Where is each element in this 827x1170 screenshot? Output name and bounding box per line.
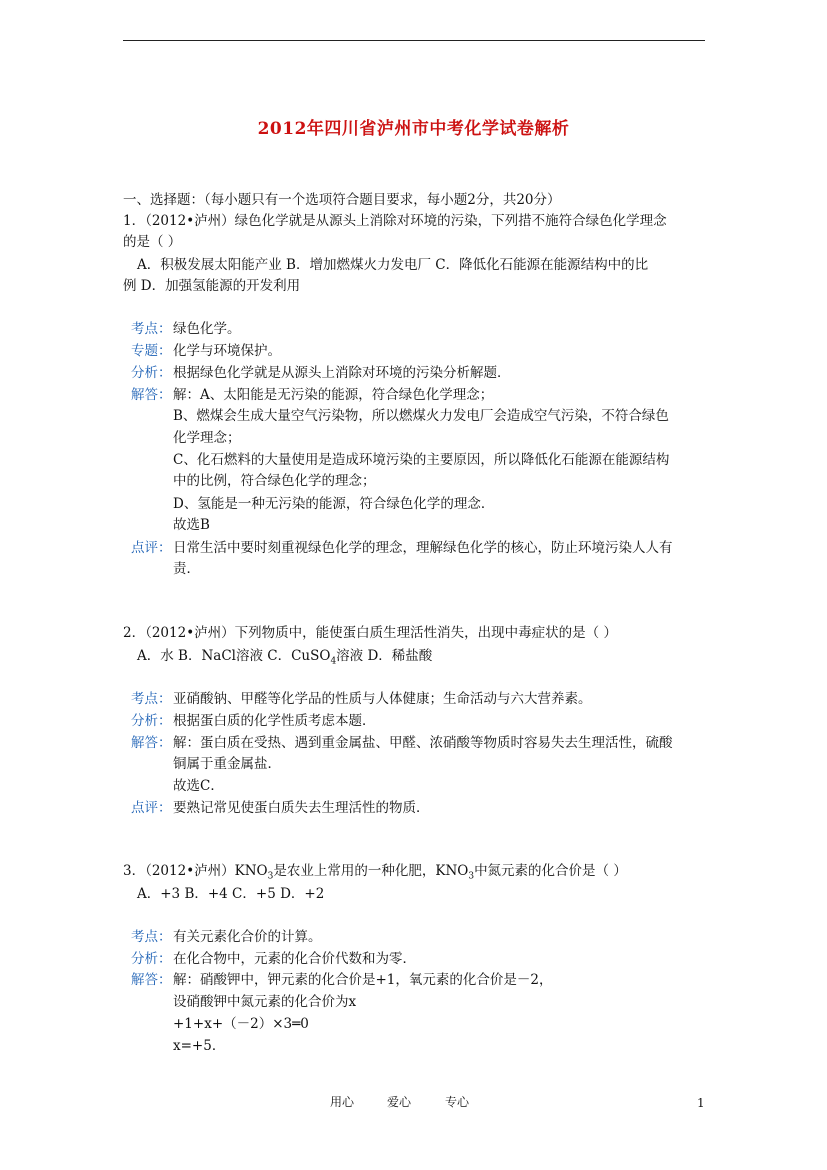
q2-dianping bbox=[131, 798, 430, 818]
q3-stem bbox=[123, 861, 627, 887]
q1-options-cont: 例 D．加强氢能源的开发利用 bbox=[123, 278, 301, 294]
q3-sub1: 3 bbox=[267, 871, 274, 882]
q1-stem: 1．（2012•泸州）绿色化学就是从源头上消除对环境的污染，下列措不施符合绿色化学理念 bbox=[123, 213, 667, 229]
label-jieda: 解答： bbox=[131, 735, 172, 751]
q3-stem-c: 中氮元素的化合价是（ ） bbox=[474, 863, 627, 879]
q2-fenxi bbox=[131, 711, 376, 731]
q3-kaodian-text: 有关元素化合价的计算。 bbox=[173, 929, 322, 945]
q1-kaodian-text: 绿色化学。 bbox=[173, 321, 241, 337]
q1-kaodian bbox=[131, 319, 241, 339]
q2-options-a: A．水 B．NaCl溶液 C．CuSO bbox=[137, 648, 331, 664]
label-fenxi: 分析： bbox=[131, 951, 172, 967]
label-kaodian: 考点： bbox=[131, 929, 172, 945]
q2-jieda-line: 解：蛋白质在受热、遇到重金属盐、甲醛、浓硝酸等物质时容易失去生理活性，硫酸 bbox=[173, 735, 673, 751]
label-dianping: 点评： bbox=[131, 540, 172, 556]
q2-options bbox=[137, 646, 432, 672]
q2-fenxi-text: 根据蛋白质的化学性质考虑本题． bbox=[173, 713, 376, 729]
q3-jieda-line: x=+5． bbox=[173, 1038, 226, 1054]
q1-fenxi bbox=[131, 363, 511, 383]
q1-zhuanti bbox=[131, 341, 281, 361]
q3-jieda-line: 解：硝酸钾中，钾元素的化合价是+1，氧元素的化合价是－2， bbox=[173, 972, 553, 988]
q1-dianping-text: 日常生活中要时刻重视绿色化学的理念，理解绿色化学的核心，防止环境污染人人有 bbox=[173, 540, 673, 556]
q1-jieda-line: D、氢能是一种无污染的能源，符合绿色化学的理念． bbox=[173, 496, 495, 512]
q2-kaodian bbox=[131, 689, 592, 709]
q2-sub: 4 bbox=[330, 656, 337, 667]
q1-dianping bbox=[131, 538, 673, 558]
q1-jieda-line: C、化石燃料的大量使用是造成环境污染的主要原因，所以降低化石能源在能源结构 bbox=[173, 452, 670, 468]
label-zhuanti: 专题： bbox=[131, 343, 172, 359]
footer-text: 爱心 bbox=[387, 1095, 412, 1109]
footer-text: 用心 bbox=[330, 1095, 355, 1109]
q3-options: A．+3 B．+4 C．+5 D．+2 bbox=[137, 886, 325, 902]
q2-dianping-text: 要熟记常见使蛋白质失去生理活性的物质． bbox=[173, 800, 430, 816]
q1-jieda-line: 解：A、太阳能是无污染的能源，符合绿色化学理念； bbox=[173, 387, 494, 403]
q1-jieda bbox=[131, 385, 493, 405]
q3-stem-b: 是农业上常用的一种化肥，KNO bbox=[273, 863, 469, 879]
footer-text: 专心 bbox=[445, 1095, 470, 1109]
q3-jieda-line: +1+x+（－2）×3═0 bbox=[173, 1016, 309, 1032]
q1-fenxi-text: 根据绿色化学就是从源头上消除对环境的污染分析解题． bbox=[173, 365, 511, 381]
q3-stem-a: 3．（2012•泸州）KNO bbox=[123, 863, 268, 879]
label-kaodian: 考点： bbox=[131, 691, 172, 707]
section-heading: 一、选择题：（每小题只有一个选项符合题目要求，每小题2分，共20分） bbox=[123, 192, 561, 208]
q3-jieda bbox=[131, 970, 553, 990]
q3-fenxi-text: 在化合物中，元素的化合价代数和为零． bbox=[173, 951, 416, 967]
label-dianping: 点评： bbox=[131, 800, 172, 816]
q3-sub2: 3 bbox=[468, 871, 475, 882]
header-rule bbox=[123, 40, 705, 41]
q1-zhuanti-text: 化学与环境保护。 bbox=[173, 343, 281, 359]
q2-kaodian-text: 亚硝酸钠、甲醛等化学品的性质与人体健康；生命活动与六大营养素。 bbox=[173, 691, 592, 707]
q3-fenxi bbox=[131, 949, 416, 969]
label-jieda: 解答： bbox=[131, 387, 172, 403]
q1-stem-cont: 的是（ ） bbox=[123, 234, 182, 250]
q1-jieda-line: 故选B bbox=[173, 517, 210, 533]
q1-options: A．积极发展太阳能产业 B．增加燃煤火力发电厂 C．降低化石能源在能源结构中的比 bbox=[137, 257, 649, 273]
q3-jieda-line: 设硝酸钾中氮元素的化合价为x bbox=[173, 994, 357, 1010]
q2-stem: 2．（2012•泸州）下列物质中，能使蛋白质生理活性消失，出现中毒症状的是（ ） bbox=[123, 625, 617, 641]
label-fenxi: 分析： bbox=[131, 713, 172, 729]
q1-jieda-line: 化学理念； bbox=[173, 430, 241, 446]
q2-options-b: 溶液 D．稀盐酸 bbox=[336, 648, 433, 664]
q1-dianping-cont: 责． bbox=[173, 561, 200, 577]
q1-jieda-line: 中的比例，符合绿色化学的理念； bbox=[173, 473, 376, 489]
q2-jieda-line: 故选C． bbox=[173, 778, 224, 794]
label-kaodian: 考点： bbox=[131, 321, 172, 337]
q3-kaodian bbox=[131, 927, 322, 947]
q1-jieda-line: B、燃煤会生成大量空气污染物，所以燃煤火力发电厂会造成空气污染，不符合绿色 bbox=[173, 408, 669, 424]
label-fenxi: 分析： bbox=[131, 365, 172, 381]
page-title: 2012年四川省泸州市中考化学试卷解析 bbox=[257, 119, 570, 139]
label-jieda: 解答： bbox=[131, 972, 172, 988]
q2-jieda bbox=[131, 733, 673, 753]
q2-jieda-line: 铜属于重金属盐． bbox=[173, 756, 281, 772]
page-number: 1 bbox=[697, 1096, 705, 1110]
